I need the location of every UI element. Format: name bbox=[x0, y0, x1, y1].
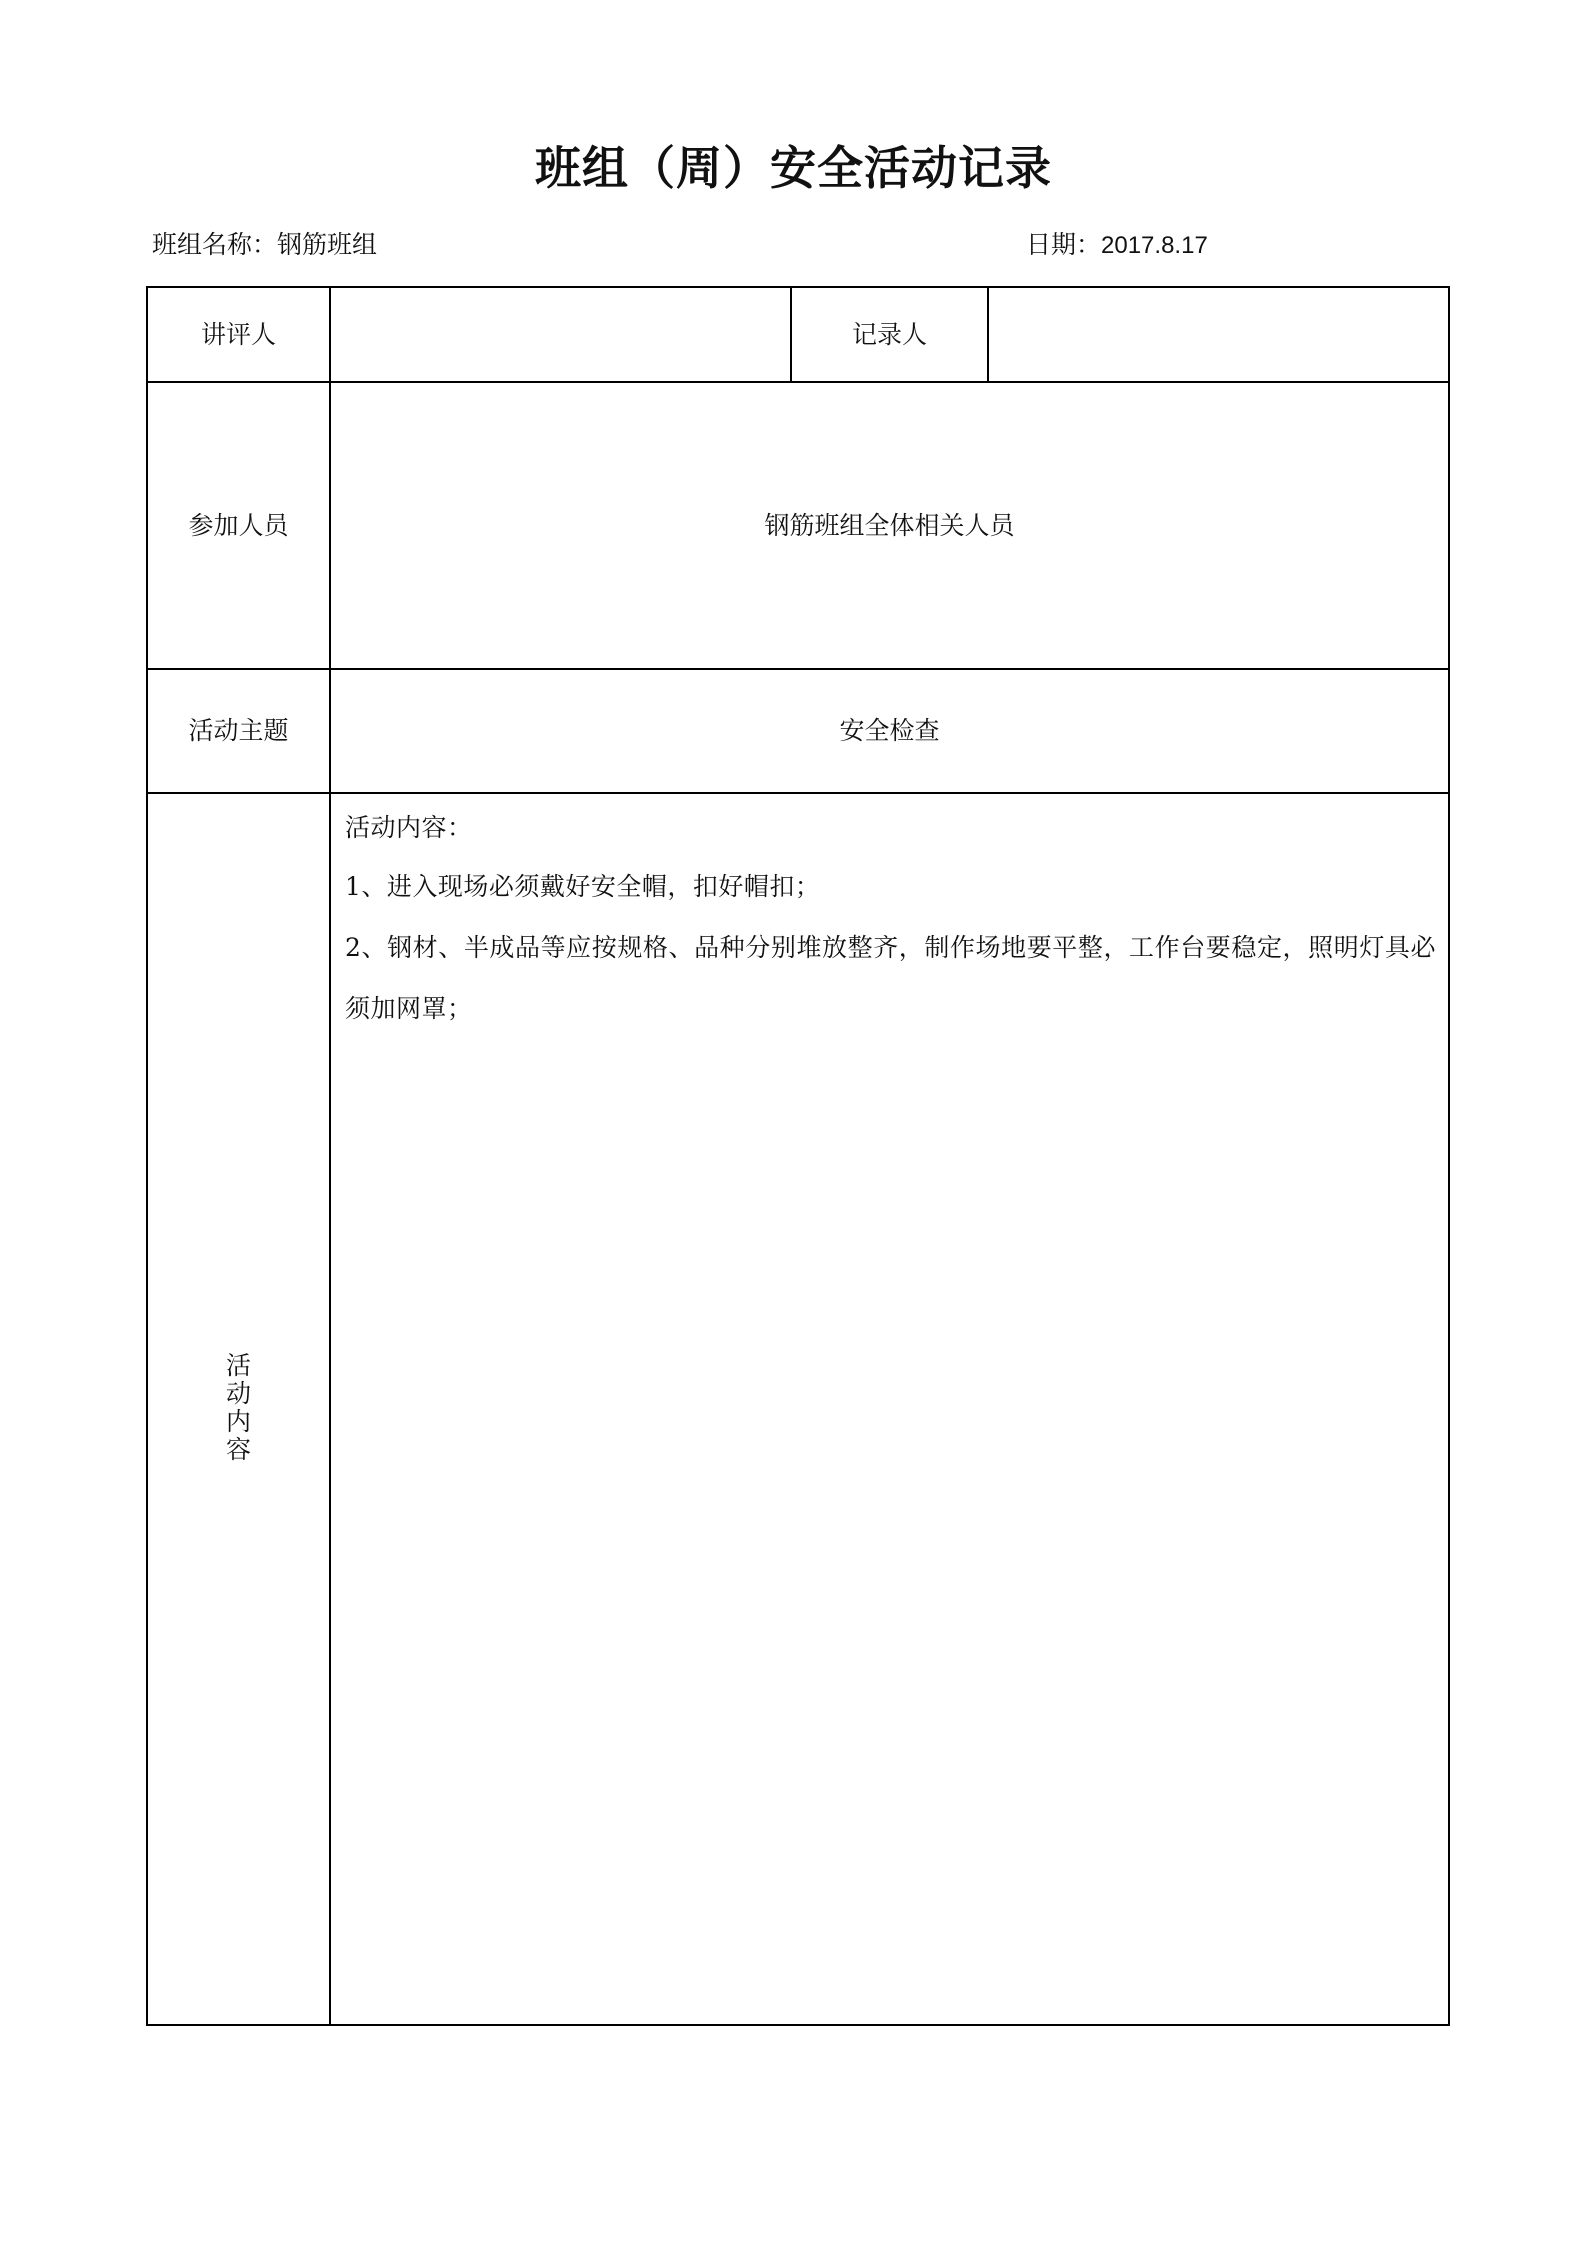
theme-value: 安全检查 bbox=[330, 669, 1449, 793]
content-body bbox=[330, 793, 1449, 2025]
content-item: 1、进入现场必须戴好安全帽，扣好帽扣； bbox=[345, 872, 821, 901]
content-heading: 活动内容： bbox=[345, 813, 473, 842]
page-title: 班组（周）安全活动记录 bbox=[535, 141, 1052, 195]
date-value: 2017.8.17 bbox=[1101, 232, 1208, 259]
content-label-cell bbox=[147, 793, 330, 2025]
reviewer-value bbox=[330, 287, 791, 382]
content-label: 活动内容 bbox=[225, 1350, 251, 1464]
reviewer-label: 讲评人 bbox=[147, 287, 330, 382]
recorder-label: 记录人 bbox=[791, 287, 988, 382]
theme-row bbox=[147, 669, 1449, 793]
content-row bbox=[147, 793, 1449, 2025]
date-label: 日期： bbox=[1026, 230, 1102, 259]
recorder-value bbox=[988, 287, 1449, 382]
team-name-label: 班组名称： bbox=[152, 230, 278, 259]
date-field bbox=[1026, 228, 1208, 263]
participants-label: 参加人员 bbox=[147, 382, 330, 669]
record-table bbox=[146, 286, 1450, 2026]
reviewer-row bbox=[147, 287, 1449, 382]
team-name-field bbox=[152, 228, 377, 262]
content-item: 2、钢材、半成品等应按规格、品种分别堆放整齐，制作场地要平整，工作台要稳定，照明灯具必须加网罩； bbox=[345, 933, 1436, 1023]
team-name-value: 钢筋班组 bbox=[277, 230, 378, 259]
participants-row bbox=[147, 382, 1449, 669]
participants-value: 钢筋班组全体相关人员 bbox=[330, 382, 1449, 669]
theme-label: 活动主题 bbox=[147, 669, 330, 793]
